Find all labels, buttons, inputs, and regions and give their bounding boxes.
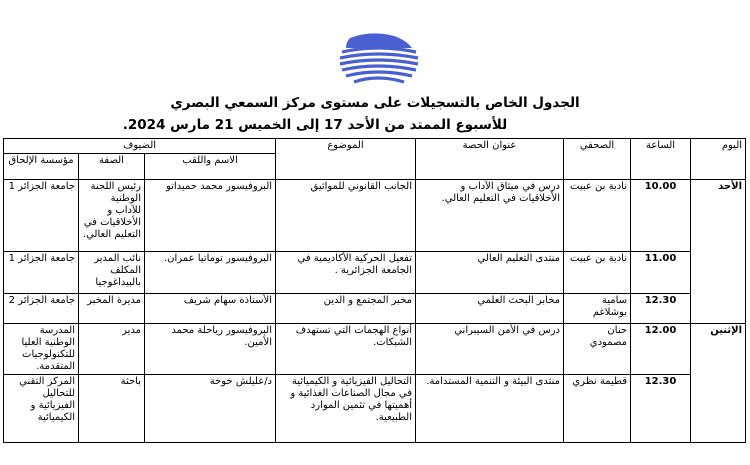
episode-cell: درس في الأمن السيبراني [416,324,564,375]
guest-role-cell: نائب المدير المكلف بالبيداغوجيا [79,252,145,294]
day-cell: الإثنين [691,324,746,443]
table-row [4,180,746,252]
guest-name-cell: البروفيسور توماتيا عمران. [145,252,276,294]
journalist-cell: نادية بن عبيت [564,252,631,294]
journalist-cell: قطيمة نظري [564,375,631,443]
table-row [4,375,746,443]
header-episode: عنوان الحصة [416,139,564,180]
episode-cell: منتدى البيئة و التنمية المستدامة. [416,375,564,443]
header-role: الصفة [79,154,145,180]
guest-name-cell: الأستاذة سهام شريف [145,294,276,324]
episode-cell: منتدى التعليم العالي [416,252,564,294]
header-topic: الموضوع [276,139,416,180]
schedule-subtitle: للأسبوع الممتد من الأحد 17 إلى الخميس 21 مارس 2024. [122,117,508,133]
institution-cell: جامعة الجزائر 1 [4,252,79,294]
topic-cell: مخبر المجتمع و الدين [276,294,416,324]
journalist-cell: حنان مصمودي [564,324,631,375]
table-row [4,294,746,324]
time-cell: 12.30 [631,294,691,324]
episode-cell: مخابر البحث العلمي [416,294,564,324]
table-row [4,324,746,375]
guest-role-cell: رئيس اللجنة الوطنية للآداب و الأخلاقيات في التعليم العالي. [79,180,145,252]
header-day: اليوم [691,139,746,180]
guest-name-cell: البروفيسور رياحلة محمد الأمين. [145,324,276,375]
guest-name-cell: د/عليلش خوخة [145,375,276,443]
topic-cell: التحاليل الفيزيائية و الكيميائية في مجال الصناعات الغذائية و أهميتها في تثمين الموارد الطبيعية. [276,375,416,443]
day-cell: الأحد [691,180,746,324]
header-guests: الضيوف [4,139,276,154]
journalist-cell: نادية بن عبيت [564,180,631,252]
institution-cell: جامعة الجزائر 1 [4,180,79,252]
topic-cell: تفعيل الحركية الأكاديمية في الجامعة الجزائرية . [276,252,416,294]
schedule-title: الجدول الخاص بالتسجيلات على مستوى مركز السمعي البصري [170,95,580,111]
guest-role-cell: مديرة المخبر [79,294,145,324]
header-institution: مؤسسة الإلحاق [4,154,79,180]
time-cell: 12.30 [631,375,691,443]
time-cell: 11.00 [631,252,691,294]
institution-cell: جامعة الجزائر 2 [4,294,79,324]
journalist-cell: سامية بوشلاغم [564,294,631,324]
schedule-table [3,138,746,443]
episode-cell: درس في ميثاق الآداب و الأخلاقيات في التعليم العالي. [416,180,564,252]
header-journalist: الصحفي [564,139,631,180]
table-row [4,252,746,294]
institution-cell: المركز التقني للتحاليل الفيزيائية و الكيميائية [4,375,79,443]
header-name: الاسم واللقب [145,154,276,180]
institution-cell: المدرسة الوطنية العليا للتكنولوجيات المتقدمة. [4,324,79,375]
center-logo-icon [332,30,422,88]
guest-name-cell: البروفيسور محمد حميداتو [145,180,276,252]
guest-role-cell: مدير [79,324,145,375]
time-cell: 10.00 [631,180,691,252]
topic-cell: أنواع الهجمات التي تستهدف الشبكات. [276,324,416,375]
topic-cell: الجانب القانوني للمواثيق [276,180,416,252]
header-time: الساعة [631,139,691,180]
guest-role-cell: باحثة [79,375,145,443]
time-cell: 12.00 [631,324,691,375]
